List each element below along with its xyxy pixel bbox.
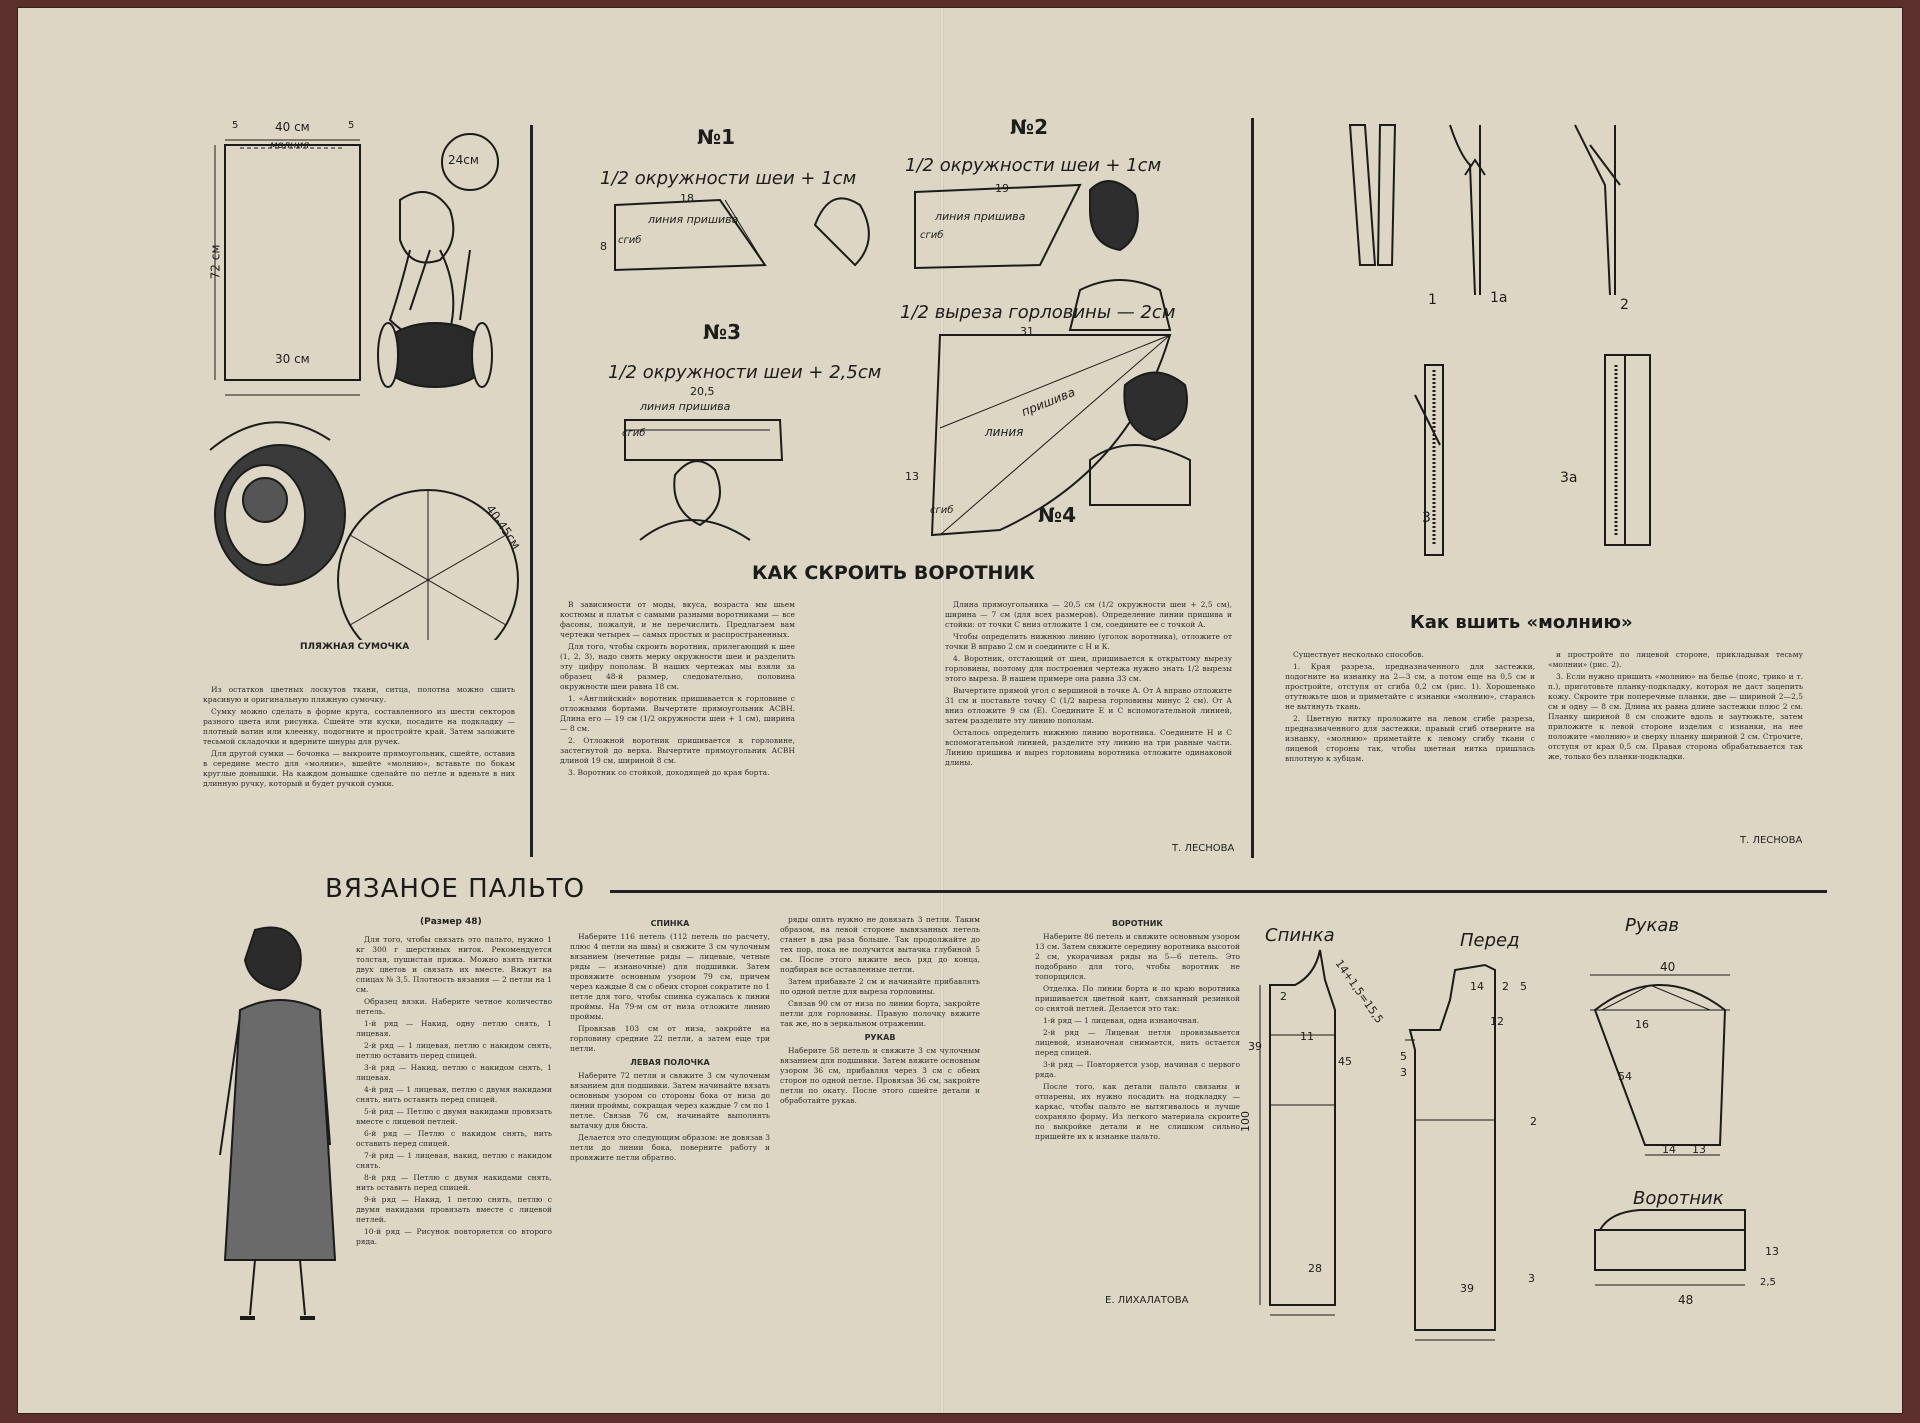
pattern-r5: 13 [1692, 1143, 1706, 1156]
collar-drafts [570, 130, 1230, 560]
collar-line-4b: пришива [1019, 384, 1078, 420]
collar-n3: №3 [703, 320, 741, 344]
bag-caption: ПЛЯЖНАЯ СУМОЧКА [300, 642, 410, 652]
zip-fig-3: 3 [1422, 510, 1431, 526]
pattern-p1: 14 [1470, 980, 1484, 993]
coat-sub-spinka: СПИНКА [650, 919, 690, 928]
section-rule [610, 890, 1827, 893]
pattern-p6: 12 [1490, 1015, 1504, 1028]
collar-title: КАК СКРОИТЬ ВОРОТНИК [752, 562, 1035, 584]
collar-n4: №4 [1038, 503, 1076, 527]
zipper-title: Как вшить «молнию» [1410, 612, 1633, 633]
coat-author: Е. ЛИХАЛАТОВА [1105, 1295, 1189, 1306]
column-rule [1251, 118, 1254, 858]
collar-fold-2: сгиб [920, 230, 944, 241]
collar-dim-18: 18 [680, 192, 694, 205]
coat-text-col-2: СПИНКА Наберите 116 петель (112 петель по расчету, плюс 4 петли на швы) и свяжите 3 см чулочным вязанием (нечетные ряды — лицевые, четные ряды — изнаночные) для подшивки. Затем провяжите основным узором 79 см, причем через каждые 8 см с обеих сторон сократите по 1 петле для того, чтобы спинка сужалась к линии проймы. На 79-м см от низа отложите линию проймы. Провязав 103 см от низа, закройте на горловину средние 22 петли, а затем еще три петли. ЛЕВАЯ ПОЛОЧКА Наберите 72 петли и свяжите 3 см чулочным вязанием для подшивки. Затем начинайте вязать основным узором со стороны бока от низа до линии проймы, сокращая через каждые 7 см по 1 петле. Связав 76 см, начинайте выполнять вытачку для бюста. Делается это следующим образом: не довязав 3 петли до линии бока, поверните работу и провяжите петли обратно. [570, 919, 770, 1162]
pattern-p4: 5 [1400, 1050, 1407, 1063]
pattern-rukav: Рукав [1625, 915, 1680, 936]
bag-zip-label: молния [270, 140, 310, 151]
pattern-s1: 14+1,5=15,5 [1332, 957, 1386, 1026]
pattern-s6: 100 [1239, 1111, 1252, 1132]
bag-dim-5a: 5 [232, 120, 239, 131]
collar-fold-3: сгиб [622, 428, 646, 439]
pattern-s3: 39 [1248, 1040, 1262, 1053]
collar-line-1: линия пришива [648, 213, 739, 226]
coat-size: (Размер 48) [420, 917, 482, 927]
collar-n1: №1 [697, 125, 735, 149]
pattern-r4: 14 [1662, 1143, 1676, 1156]
column-rule [530, 125, 533, 857]
bag-illustration [170, 120, 530, 640]
zipper-figures [1320, 115, 1720, 565]
pattern-v1: 48 [1678, 1293, 1694, 1307]
bag-dim-40-45: 40-45см [483, 502, 524, 552]
zipper-text-col-2: и простройте по лицевой стороне, прикладывая тесьму «молнии» (рис. 2). 3. Если нужно пришить «молнию» на белье (пояс, трико и т. п.), приготовьте планку-подкладку, которая не даст зацепить кожу. Скроите три поперечные планки, две — шириной 2—2,5 см и одну — 8 см. Длина их равна длине застежки плюс 2 см. Планку шириной 8 см сложите вдоль и заутюжьте, затем приложите к левой стороне изделия с изнанки, на нее положите «молнию» и сверху планку шириной 2 см. Строчите, отступя от края 0,5 см. Правая сторона обрабатывается так же, только без планки-подкладки. [1548, 650, 1803, 761]
pattern-p9: 3 [1528, 1272, 1535, 1285]
pattern-s7: 28 [1308, 1262, 1322, 1275]
pattern-s5: 45 [1338, 1055, 1352, 1068]
pattern-p7: 2 [1530, 1115, 1537, 1128]
collar-line-4a: линия [985, 425, 1024, 439]
bag-dim-5b: 5 [348, 120, 355, 131]
pattern-vorotnik: Воротник [1633, 1188, 1724, 1209]
pattern-s2: 2 [1280, 990, 1287, 1003]
collar-author: Т. ЛЕСНОВА [1172, 843, 1235, 854]
zip-fig-1: 1 [1428, 292, 1437, 308]
collar-dim-8: 8 [600, 240, 607, 253]
zip-fig-3a: 3а [1560, 470, 1578, 486]
coat-text-col-4: ВОРОТНИК Наберите 86 петель и свяжите основным узором 13 см. Затем свяжите середину воротника высотой 2 см, укорачивая ряды на 5—6 петель. Это подобрано для того, чтобы воротник не топорщился. Отделка. По линии борта и по краю воротника пришивается цветной кант, связанный резинкой со снятой петлей. Делается это так: 1-й ряд — 1 лицевая, одна изнаночная. 2-й ряд — Лицевая петля провязывается лицевой, изнаночная снимается, нить остается перед спицей. 3-й ряд — Повторяется узор, начиная с первого ряда. После того, как детали пальто связаны и отпарены, их нужно посадить на подкладку — каркас, чтобы пальто не вытягивалось и лучше сохраняло форму. Из легкого материала скроите по выкройке детали и не слишком сильно пришейте их к изнанке пальто. [1035, 919, 1240, 1141]
pattern-s4: 11 [1300, 1030, 1314, 1043]
collar-text-col-2: Длина прямоугольника — 20,5 см (1/2 окружности шеи + 2,5 см), ширина — 7 см (для всех размеров). Определение линии пришива и стойки: от точки С вниз отложите 1 см, соедините ее с точкой А. Чтобы определить нижнюю линию (уголок воротника), отложите от точки В вправо 2 см и соедините с Н и К. 4. Воротник, отстающий от шеи, пришивается к открытому вырезу горловины, поэтому для построения чертежа нужно знать 1/2 вырезы этого выреза. В нашем примере она равна 33 см. Вычертите прямой угол с вершиной в точке А. От А вправо отложите 31 см и поставьте точку С (1/2 выреза горловины минус 2 см). От А вниз отложите 9 см (Е). Соедините Е и С вспомогательной линией, затем разделите эту линию пополам. Осталось определить нижнюю линию воротника. Соедините Н и С вспомогательной линией, разделите эту линию на три равные части. Линию пришива и вырез горловины воротника отложите одинаковой длины. [945, 600, 1232, 767]
coat-sub-rukav: РУКАВ [864, 1033, 896, 1042]
pattern-spinka: Спинка [1265, 925, 1335, 946]
pattern-p8: 39 [1460, 1282, 1474, 1295]
collar-formula-2: 1/2 окружности шеи + 1см [905, 155, 1162, 176]
collar-formula-4: 1/2 выреза горловины — 2см [900, 302, 1176, 323]
pattern-v3: 2,5 [1760, 1277, 1776, 1288]
coat-figure [200, 920, 340, 1330]
pattern-p2: 2 [1502, 980, 1509, 993]
pattern-p5: 3 [1400, 1066, 1407, 1079]
coat-title: ВЯЗАНОЕ ПАЛЬТО [325, 874, 586, 904]
collar-text-col-1: В зависимости от моды, вкуса, возраста мы шьем костюмы и платья с самыми разными воротниками — все фасоны, пожалуй, и не перечислить. Предлагаем вам чертежи четырех — самых простых и распространенных. Для того, чтобы скроить воротник, прилегающий к шее (1, 2, 3), надо снять мерку окружности шеи и разделить эту цифру пополам. В наших чертежах мы взяли за образец 48-й размер, следовательно, половина окружности шеи равна 18 см. 1. «Английский» воротник пришивается к горловине с отложными бортами. Вычертите прямоугольник АСВН. Длина его — 19 см (1/2 окружности шеи + 1 см), ширина — 8 см. 2. Отложной воротник пришивается к горловине, застегнутой до верха. Вычертите прямоугольник АСВН длиной 19 см, шириной 8 см. 3. Воротник со стойкой, доходящей до края борта. [560, 600, 795, 777]
pattern-r3: 54 [1618, 1070, 1632, 1083]
collar-dim-20-5: 20,5 [690, 385, 715, 398]
bag-dim-72: 72 см [208, 244, 223, 280]
zipper-text-col-1: Существует несколько способов. 1. Края разреза, предназначенного для застежки, подогните на изнанку на 2—3 см, а потом еще на 0,5 см и простройте, отступя от сгиба 0,2 см (рис. 1). Хорошенько отутюжьте шов и приметайте с изнанки «молнию», стараясь не вытянуть ткань. 2. Цветную нитку проложите на левом сгибе разреза, предназначенного для застежки, правый сгиб отверните на изнанку, «молнию» приметайте к левому сгибу ткани с лицевой стороны так, чтобы цветная нитка пришлась вплотную к зубцам. [1285, 650, 1535, 763]
bag-dim-24: 24см [448, 153, 479, 167]
bag-dim-40: 40 см [275, 120, 310, 134]
collar-formula-1: 1/2 окружности шеи + 1см [600, 168, 857, 189]
collar-line-3: линия пришива [640, 400, 731, 413]
collar-formula-3: 1/2 окружности шеи + 2,5см [608, 362, 882, 383]
coat-text-col-1: Для того, чтобы связать это пальто, нужно 1 кг 300 г шерстяных ниток. Рекомендуется толстая, пушистая пряжа. Можно взять нитки двух цветов и связать их вместе. Вяжут на спицах № 3,5. Плотность вязания — 2 петли на 1 см. Образец вязки. Наберите четное количество петель. 1-й ряд — Накид, одну петлю снять, 1 лицевая. 2-й ряд — 1 лицевая, петлю с накидом снять, петлю оставить перед спицей. 3-й ряд — Накид, петлю с накидом снять, 1 лицевая. 4-й ряд — 1 лицевая, петлю с двумя накидами снять, нить оставить перед спицей. 5-й ряд — Петлю с двумя накидами провязать вместе с лицевой петлей. 6-й ряд — Петлю с накидом снять, нить оставить перед спицей. 7-й ряд — 1 лицевая, накид, петлю с накидом снять. 8-й ряд — Петлю с двумя накидами снять, нить оставить перед спицей. 9-й ряд — Накид, 1 петлю снять, петлю с двумя накидами провязать вместе с лицевой петлей. 10-й ряд — Рисунок повторяется со второго ряда. [356, 935, 552, 1246]
bag-text: Из остатков цветных лоскутов ткани, ситца, полотна можно сшить красивую и оригинальную пляжную сумочку. Сумку можно сделать в форме круга, составленного из шести секторов разного цвета или рисунка. Сшейте эти куски, посадите на подкладку — плотный ватин или клеенку, подогните и простройте край. Затем заложите тесьмой складочки и вдерните шнуры для ручек. Для другой сумки — бочонка — выкроите прямоугольник, сшейте, оставив в середине место для «молнии», вшейте «молнию», вставьте по бокам круглые донышки. На каждом донышке сделайте по петле и вденьте в них длинную ручку, который и будет ручкой сумки. [203, 685, 515, 788]
collar-dim-19: 19 [995, 182, 1009, 195]
bag-dim-30: 30 см [275, 352, 310, 366]
collar-fold-4: сгиб [930, 505, 954, 516]
coat-pattern-drafts [1240, 930, 1790, 1350]
pattern-p3: 5 [1520, 980, 1527, 993]
pattern-r1: 40 [1660, 960, 1676, 974]
coat-sub-polochka: ЛЕВАЯ ПОЛОЧКА [630, 1058, 710, 1067]
collar-fold-1: сгиб [618, 235, 642, 246]
zipper-author: Т. ЛЕСНОВА [1740, 835, 1803, 846]
coat-text-col-3: ряды опять нужно не довязать 3 петли. Таким образом, на левой стороне вывязанных петель станет в два раза больше. Так продолжайте до тех пор, пока не получится вытачка глубиной 5 см. После этого вяжите весь ряд до конца, подбирая все оставленные петли. Затем прибавьте 2 см и начинайте прибавлять по одной петле для выреза горловины. Связав 90 см от низа по линии борта, закройте петли для горловины. Правую полочку вяжите так же, но в зеркальном отражении. РУКАВ Наберите 58 петель и свяжите 3 см чулочным вязанием для подшивки. Затем вяжите основным узором 36 см, прибавляя через 3 см с обеих сторон по одной петле. Провязав 36 см, закройте петли по окату. После этого сшейте детали и обработайте рукав. [780, 915, 980, 1105]
coat-sub-vorotnik: ВОРОТНИК [1112, 919, 1163, 928]
pattern-r2: 16 [1635, 1018, 1649, 1031]
collar-line-2: линия пришива [935, 210, 1026, 223]
zip-fig-1a: 1а [1490, 290, 1508, 306]
pattern-pered: Перед [1460, 930, 1520, 951]
collar-dim-13: 13 [905, 470, 919, 483]
pattern-v2: 13 [1765, 1245, 1779, 1258]
zip-fig-2: 2 [1620, 297, 1629, 313]
collar-dim-31: 31 [1020, 325, 1034, 338]
collar-n2: №2 [1010, 115, 1048, 139]
